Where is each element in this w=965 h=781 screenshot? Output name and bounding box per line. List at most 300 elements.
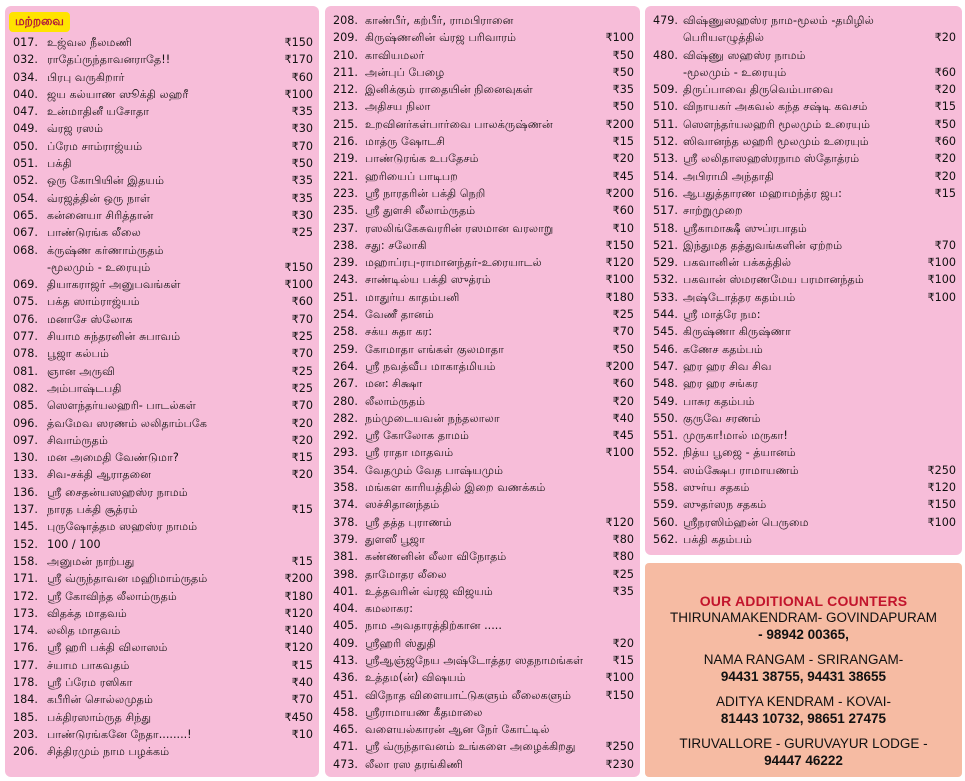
- book-row: [5, 639, 319, 656]
- book-title: பெரியஎழுத்தில்: [683, 31, 765, 45]
- book-row: [645, 12, 962, 29]
- book-row: [645, 237, 962, 254]
- book-price: ₹180: [284, 589, 313, 603]
- book-row: [5, 726, 319, 743]
- book-row: [645, 220, 962, 237]
- book-price: ₹15: [612, 135, 634, 149]
- book-row: [325, 617, 640, 634]
- book-code: 206.: [13, 745, 38, 759]
- book-title: ஸுதர்ஸந சதகம்: [683, 498, 767, 512]
- book-title: தாமோதர லீலை: [365, 567, 447, 581]
- book-row: [645, 150, 962, 167]
- book-code: 040.: [13, 87, 38, 101]
- book-price: ₹80: [612, 532, 634, 546]
- book-price: ₹80: [612, 550, 634, 564]
- book-row: [325, 566, 640, 583]
- book-list: [645, 12, 962, 548]
- book-code: 221.: [333, 169, 358, 183]
- book-code: 514.: [653, 169, 678, 183]
- book-title: நித்ய பூஜை - த்யானம்: [683, 446, 796, 460]
- book-code: 562.: [653, 532, 678, 546]
- book-price: ₹150: [284, 36, 313, 49]
- book-title: கன்னையா சிரித்தான்: [47, 208, 154, 222]
- book-price: ₹180: [605, 290, 634, 304]
- book-title: ஸ்ரீ கோலோக தாமம்: [365, 429, 469, 443]
- book-price: ₹120: [605, 256, 634, 270]
- book-title: ஞான அருவி: [47, 364, 115, 378]
- book-price: ₹45: [612, 169, 634, 183]
- book-price: ₹250: [605, 740, 634, 754]
- book-row: [5, 311, 319, 328]
- book-title: ப்ரேம சாம்ராஜ்யம்: [47, 139, 143, 153]
- book-title: ராதேப்ருந்தாவனராதே!!: [47, 53, 171, 67]
- book-title: வ்ரஜ ரஸம்: [47, 122, 104, 136]
- book-code: 076.: [13, 312, 38, 326]
- book-row: [645, 410, 962, 427]
- book-code: 509.: [653, 83, 678, 97]
- book-code: 078.: [13, 347, 38, 361]
- book-title: ஸச்சிதானந்தம்: [365, 498, 440, 512]
- book-price: ₹250: [927, 463, 956, 477]
- book-row: [645, 531, 962, 548]
- book-code: 032.: [13, 53, 38, 67]
- book-title: மனாசே ஸ்லோக: [47, 312, 133, 326]
- book-row: [645, 98, 962, 115]
- category-badge: மற்றவை: [9, 12, 70, 32]
- book-title: சிவாம்ருதம்: [47, 433, 108, 447]
- book-title: லீலா ரஸ தரங்கிணி: [365, 757, 464, 771]
- book-price: ₹10: [291, 727, 313, 741]
- book-price: ₹35: [612, 83, 634, 97]
- book-code: 068.: [13, 243, 38, 257]
- book-code: 512.: [653, 135, 678, 149]
- counter-name: ADITYA KENDRAM - KOVAI-: [715, 694, 892, 709]
- book-title: ஸ்ரீ வ்ருந்தாவன மஹிமாம்ருதம்: [47, 572, 208, 586]
- book-code: 549.: [653, 394, 678, 408]
- book-price: ₹20: [612, 152, 634, 166]
- book-title: -மூலமும் - உரையும்: [47, 260, 151, 274]
- book-code: 216.: [333, 135, 358, 149]
- book-row: [5, 190, 319, 207]
- book-title: அனுமன் நாற்பது: [47, 554, 135, 568]
- book-row: [325, 514, 640, 531]
- book-price: ₹100: [605, 671, 634, 685]
- book-price: ₹50: [291, 157, 313, 171]
- book-code: 133.: [13, 468, 38, 482]
- book-code: 254.: [333, 308, 358, 322]
- book-title: ஸ்ரீ ராதா மாதவம்: [365, 446, 454, 460]
- book-row: [325, 756, 640, 773]
- book-price: ₹70: [291, 693, 313, 707]
- book-title: கோமாதா எங்கள் குலமாதா: [365, 342, 504, 356]
- book-row: [5, 466, 319, 483]
- book-row: [325, 635, 640, 652]
- book-row: [645, 444, 962, 461]
- book-code: 174.: [13, 624, 38, 638]
- book-row: [5, 605, 319, 622]
- book-title: மாதுர்ய காதம்பனி: [365, 290, 460, 304]
- book-code: 082.: [13, 381, 38, 395]
- book-title: அன்புப் பேழை: [365, 65, 445, 79]
- book-row: [325, 168, 640, 185]
- book-price: ₹120: [284, 641, 313, 655]
- book-price: ₹35: [612, 584, 634, 598]
- book-row: [5, 501, 319, 518]
- book-price: ₹60: [612, 204, 634, 218]
- book-title: ஸ்ரீகாமாக்ஷீ ஸுப்ரபாதம்: [683, 221, 807, 235]
- book-price: ₹120: [927, 481, 956, 495]
- book-price: ₹15: [934, 100, 956, 114]
- book-code: 177.: [13, 658, 38, 672]
- book-price: ₹35: [291, 174, 313, 188]
- book-price: ₹50: [612, 342, 634, 356]
- book-code: 235.: [333, 204, 358, 218]
- book-row: [5, 674, 319, 691]
- book-row: [645, 81, 962, 98]
- book-row: [5, 138, 319, 155]
- book-row: [325, 306, 640, 323]
- book-row: [5, 259, 319, 276]
- book-title: சிவ-சக்தி ஆராதனை: [47, 468, 152, 482]
- book-row: [5, 397, 319, 414]
- book-code: 533.: [653, 290, 678, 304]
- book-price: ₹35: [291, 191, 313, 205]
- book-code: 034.: [13, 70, 38, 84]
- book-row: [325, 410, 640, 427]
- book-code: 077.: [13, 330, 38, 344]
- book-code: 554.: [653, 463, 678, 477]
- book-row: [5, 553, 319, 570]
- book-title: வேணீ தானம்: [365, 308, 434, 322]
- book-title: ஸிவானந்த லஹரி மூலமும் உரையும்: [683, 135, 869, 149]
- book-row: [325, 220, 640, 237]
- book-title: புருஷோத்தம ஸஹஸ்ர நாமம்: [47, 520, 198, 534]
- book-code: 185.: [13, 710, 38, 724]
- counter-name: NAMA RANGAM - SRIRANGAM-: [703, 652, 904, 667]
- book-code: 075.: [13, 295, 38, 309]
- book-code: 171.: [13, 572, 38, 586]
- book-row: [325, 185, 640, 202]
- book-code: 152.: [13, 537, 38, 551]
- book-price: ₹10: [612, 221, 634, 235]
- book-row: [645, 116, 962, 133]
- book-row: [5, 224, 319, 241]
- book-row: [645, 47, 962, 64]
- book-code: 458.: [333, 705, 358, 719]
- book-list: [5, 34, 319, 760]
- book-price: ₹30: [291, 122, 313, 136]
- book-price: ₹70: [291, 399, 313, 413]
- book-row: [325, 496, 640, 513]
- book-title: ஹர ஹர சங்கர: [683, 377, 759, 391]
- book-code: 479.: [653, 14, 678, 27]
- book-price: ₹120: [284, 606, 313, 620]
- book-price: ₹25: [612, 308, 634, 322]
- book-price: ₹100: [927, 290, 956, 304]
- book-title: பாண்டுரங்கனே நேதா........!: [47, 727, 192, 741]
- book-code: 097.: [13, 433, 38, 447]
- book-row: [5, 103, 319, 120]
- book-title: காவியமலர்: [365, 48, 425, 62]
- book-row: [325, 237, 640, 254]
- book-code: 551.: [653, 429, 678, 443]
- book-price: ₹200: [605, 359, 634, 373]
- book-row: [645, 375, 962, 392]
- book-code: 480.: [653, 48, 678, 62]
- book-title: ஸ்ரீநரஸிம்ஹன் பெருமை: [683, 515, 809, 529]
- book-row: [5, 622, 319, 639]
- book-code: 546.: [653, 342, 678, 356]
- book-code: 173.: [13, 606, 38, 620]
- book-row: [325, 444, 640, 461]
- book-price: ₹60: [934, 135, 956, 149]
- book-title: கண்ணனின் லீலா விநோதம்: [365, 550, 507, 564]
- book-title: லலித மாதவம்: [47, 624, 121, 638]
- book-row: [645, 358, 962, 375]
- book-title: பூஜா கல்பம்: [47, 347, 109, 361]
- book-row: [5, 345, 319, 362]
- book-row: [5, 69, 319, 86]
- book-title: ஸ்ரீ தத்த புராணம்: [365, 515, 452, 529]
- book-row: [5, 743, 319, 760]
- book-price: ₹60: [291, 295, 313, 309]
- book-code: 050.: [13, 139, 38, 153]
- book-price: ₹200: [605, 117, 634, 131]
- book-title: பகவான் ஸ்மரணமேய பரமானந்தம்: [683, 273, 864, 287]
- book-row: [325, 583, 640, 600]
- book-code: 521.: [653, 238, 678, 252]
- book-price: ₹70: [291, 347, 313, 361]
- book-row: [325, 98, 640, 115]
- book-price: ₹70: [612, 325, 634, 339]
- book-code: 049.: [13, 122, 38, 136]
- book-row: [645, 64, 962, 81]
- book-title: மஹாப்ரபு-ராமானந்தர்-உரையாடல்: [365, 256, 542, 270]
- counter-name: TIRUVALLORE - GURUVAYUR LODGE -: [679, 736, 928, 751]
- book-price: ₹20: [934, 169, 956, 183]
- book-title: லீலாம்ருதம்: [365, 394, 426, 408]
- book-row: [645, 185, 962, 202]
- book-code: 511.: [653, 117, 678, 131]
- book-row: [645, 202, 962, 219]
- book-row: [5, 415, 319, 432]
- book-code: 259.: [333, 342, 358, 356]
- book-title: அபிராமி அந்தாதி: [683, 169, 774, 183]
- book-code: 280.: [333, 394, 358, 408]
- book-title: ஜய கல்யாண ஸூக்தி லஹரீ: [47, 87, 189, 101]
- book-price: ₹15: [291, 554, 313, 568]
- book-price: ₹100: [284, 87, 313, 101]
- book-title: உஜ்வல நீலமணி: [47, 36, 133, 49]
- book-row: [325, 479, 640, 496]
- book-code: 047.: [13, 105, 38, 119]
- book-row: [5, 536, 319, 553]
- book-row: [5, 518, 319, 535]
- book-code: 238.: [333, 238, 358, 252]
- book-code: 545.: [653, 325, 678, 339]
- book-title: ஸ்ரீ ஹரி பக்தி விலாஸம்: [47, 641, 168, 655]
- book-price: ₹60: [934, 65, 956, 79]
- book-row: [325, 738, 640, 755]
- book-code: 211.: [333, 65, 358, 79]
- book-row: [325, 462, 640, 479]
- book-price: ₹100: [605, 273, 634, 287]
- book-title: ஸ்ரீ நவத்வீப மாகாத்மியம்: [365, 359, 496, 373]
- book-price: ₹40: [291, 675, 313, 689]
- book-code: 237.: [333, 221, 358, 235]
- book-code: 184.: [13, 693, 38, 707]
- book-row: [325, 64, 640, 81]
- book-row: [5, 207, 319, 224]
- counter-phone: 94447 46222: [764, 753, 843, 768]
- book-row: [5, 484, 319, 501]
- book-title: ஸௌந்தர்யலஹரி- பாடல்கள்: [47, 399, 196, 413]
- book-code: 213.: [333, 100, 358, 114]
- book-price: ₹35: [291, 105, 313, 119]
- book-price: ₹50: [934, 117, 956, 131]
- book-price: ₹40: [612, 411, 634, 425]
- book-price: ₹50: [612, 65, 634, 79]
- book-row: [325, 358, 640, 375]
- book-code: 473.: [333, 757, 358, 771]
- book-title: ஸ்ரீ நாரதரின் பக்தி நெறி: [365, 186, 486, 200]
- counter-phone: 94431 38755, 94431 38655: [720, 669, 887, 684]
- book-row: [645, 271, 962, 288]
- book-row: [645, 306, 962, 323]
- book-title: -மூலமும் - உரையும்: [683, 65, 787, 79]
- book-row: [325, 47, 640, 64]
- book-code: 401.: [333, 584, 358, 598]
- book-row: [645, 29, 962, 46]
- book-price: ₹50: [612, 48, 634, 62]
- book-title: ஹர ஹர சிவ சிவ: [683, 359, 772, 373]
- book-row: [645, 462, 962, 479]
- book-title: இனிக்கும் ராதையின் நினைவுகள்: [365, 83, 533, 97]
- book-row: [5, 657, 319, 674]
- book-code: 510.: [653, 100, 678, 114]
- book-title: மன: சிக்ஷா: [365, 377, 423, 391]
- book-price: ₹100: [927, 273, 956, 287]
- book-code: 267.: [333, 377, 358, 391]
- book-price: ₹30: [291, 208, 313, 222]
- book-code: 085.: [13, 399, 38, 413]
- book-row: [5, 691, 319, 708]
- book-title: ஸௌந்தர்யலஹரி மூலமும் உரையும்: [683, 117, 871, 131]
- book-title: பக்தி கதம்பம்: [683, 532, 752, 546]
- book-title: ஸ்ரீ சைதன்யஸஹஸ்ர நாமம்: [47, 485, 188, 499]
- book-price: ₹100: [605, 31, 634, 45]
- book-row: [5, 328, 319, 345]
- book-code: 251.: [333, 290, 358, 304]
- book-list-column-3: [645, 6, 962, 555]
- book-price: ₹15: [291, 451, 313, 465]
- book-code: 209.: [333, 31, 358, 45]
- book-code: 518.: [653, 221, 678, 235]
- book-code: 560.: [653, 515, 678, 529]
- book-title: ஸ்ரீ கோவிந்த லீலாம்ருதம்: [47, 589, 177, 603]
- book-row: [5, 709, 319, 726]
- additional-counters-box: [645, 563, 962, 777]
- book-title: சாண்டில்ய பக்தி ஸுத்ரம்: [365, 273, 491, 287]
- book-row: [325, 531, 640, 548]
- book-title: மாத்ரு ஷோடசி: [365, 135, 446, 149]
- book-code: 212.: [333, 83, 358, 97]
- book-code: 398.: [333, 567, 358, 581]
- book-code: 471.: [333, 740, 358, 754]
- book-title: இந்துமத தத்துவங்களின் ஏற்றம்: [683, 238, 843, 252]
- book-price: ₹15: [291, 658, 313, 672]
- book-title: பகவானின் பக்கத்தில்: [683, 256, 792, 270]
- book-code: 136.: [13, 485, 38, 499]
- book-price: ₹20: [291, 416, 313, 430]
- book-title: திருப்பாவை திருவெம்பாவை: [683, 83, 834, 97]
- book-code: 516.: [653, 186, 678, 200]
- book-code: 215.: [333, 117, 358, 131]
- book-code: 379.: [333, 532, 358, 546]
- book-row: [325, 652, 640, 669]
- book-title: கபீரின் சொல்லமுதம்: [47, 693, 153, 707]
- book-title: தியாகராஜர் அனுபவங்கள்: [47, 278, 181, 292]
- book-title: சாற்றுமுறை: [683, 204, 743, 218]
- book-row: [325, 133, 640, 150]
- book-title: ஸுர்ய சதகம்: [683, 481, 750, 495]
- book-row: [5, 380, 319, 397]
- book-code: 065.: [13, 208, 38, 222]
- book-title: ஸ்ரீராமாயண கீதமாலை: [365, 705, 483, 719]
- book-title: நாரத பக்தி சூத்ரம்: [47, 503, 138, 517]
- book-title: மன அமைதி வேண்டுமா?: [47, 451, 179, 465]
- book-code: 176.: [13, 641, 38, 655]
- book-row: [325, 548, 640, 565]
- book-code: 223.: [333, 186, 358, 200]
- book-title: ஸ்ரீ துளசி லீலாம்ருதம்: [365, 204, 476, 218]
- book-price: ₹150: [927, 498, 956, 512]
- book-code: 547.: [653, 359, 678, 373]
- book-code: 529.: [653, 256, 678, 270]
- book-code: 559.: [653, 498, 678, 512]
- book-code: 513.: [653, 152, 678, 166]
- book-title: பாசுர கதம்பம்: [683, 394, 755, 408]
- book-price: ₹200: [284, 572, 313, 586]
- book-title: ஆபதுத்தாரண மஹாமந்த்ர ஜப:: [683, 186, 842, 200]
- book-code: 404.: [333, 602, 358, 616]
- book-code: 374.: [333, 498, 358, 512]
- book-code: 436.: [333, 671, 358, 685]
- book-title: துளஸீ பூஜா: [365, 532, 425, 546]
- counter-phone: 81443 10732, 98651 27475: [720, 711, 887, 726]
- book-row: [325, 687, 640, 704]
- book-price: ₹150: [284, 260, 313, 274]
- book-title: நாம அவதாரத்திற்கான .....: [365, 619, 502, 633]
- book-code: 203.: [13, 727, 38, 741]
- counter-phone: - 98942 00365,: [758, 627, 849, 642]
- book-title: ஸ்ரீ வ்ருந்தாவனம் உங்களை அழைக்கிறது: [365, 740, 576, 754]
- book-title: உன்மாதினீ யசோதா: [47, 105, 150, 119]
- book-price: ₹20: [934, 152, 956, 166]
- book-code: 130.: [13, 451, 38, 465]
- book-price: ₹25: [291, 330, 313, 344]
- book-row: [5, 51, 319, 68]
- book-row: [645, 514, 962, 531]
- book-price: ₹60: [612, 377, 634, 391]
- book-row: [5, 172, 319, 189]
- book-row: [325, 150, 640, 167]
- book-price: ₹150: [605, 238, 634, 252]
- book-code: 409.: [333, 636, 358, 650]
- book-row: [645, 254, 962, 271]
- book-row: [5, 293, 319, 310]
- book-title: விநோத விளையாட்டுகளும் லீலைகளும்: [365, 688, 572, 702]
